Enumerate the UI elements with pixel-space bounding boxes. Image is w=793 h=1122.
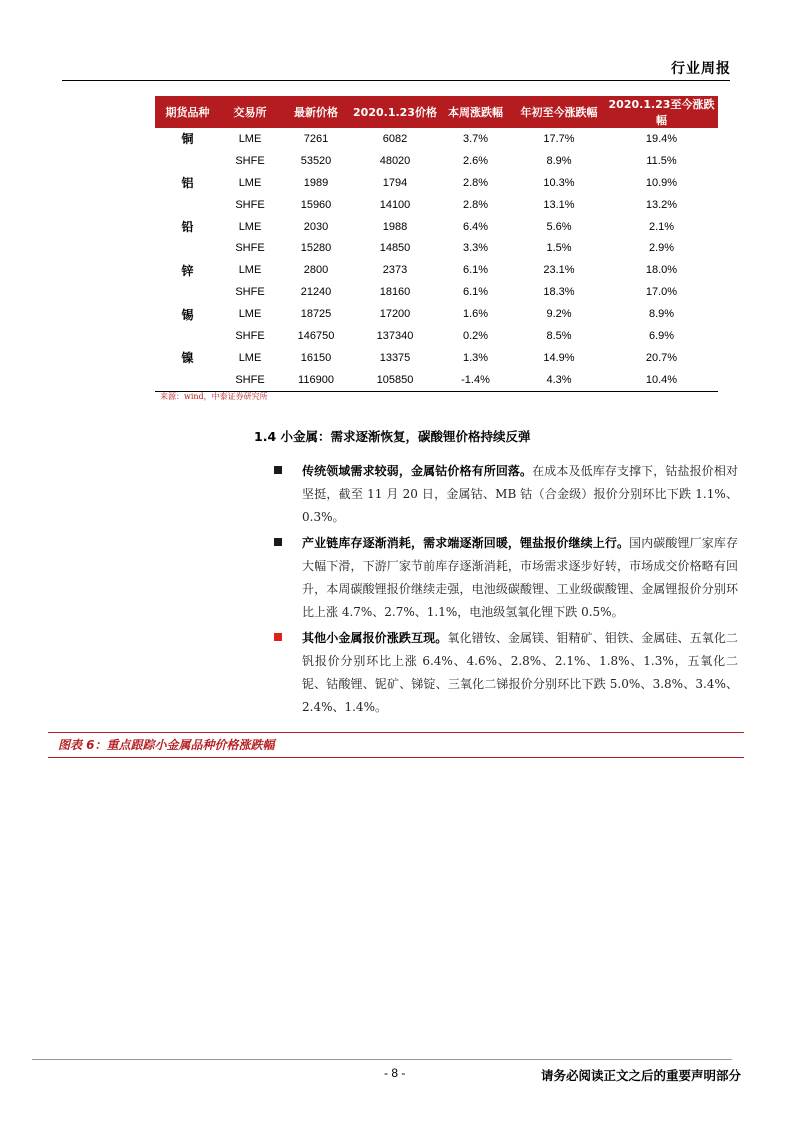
header-cell: 本周涨跌幅 — [438, 96, 513, 128]
ytd-change-cell: 8.5% — [546, 329, 572, 342]
metal-cell: 铅 — [181, 220, 194, 234]
metal-cell: 铜 — [181, 132, 194, 147]
latest-price-cell: 53520 — [300, 154, 332, 167]
since-base-change-cell: 18.0% — [645, 264, 678, 277]
latest-price-cell: 21240 — [300, 286, 332, 299]
base-price-cell: 6082 — [382, 132, 408, 145]
bullet-list — [272, 460, 738, 722]
ytd-change-cell: 14.9% — [543, 351, 575, 364]
base-price-cell: 1988 — [382, 220, 408, 233]
exchange-cell: LME — [238, 176, 262, 189]
base-price-cell: 14100 — [379, 198, 411, 211]
weekly-change-cell: 6.4% — [462, 220, 489, 233]
table-row — [155, 150, 718, 172]
page-number: - 8 - — [384, 1066, 406, 1080]
since-base-change-cell: 8.9% — [648, 308, 675, 321]
exchange-cell: SHFE — [235, 154, 265, 167]
exchange-cell: LME — [238, 264, 262, 277]
weekly-change-cell: 2.8% — [462, 176, 489, 189]
latest-price-cell: 15960 — [300, 198, 332, 211]
since-base-change-cell: 17.0% — [645, 286, 678, 299]
since-base-change-cell: 19.4% — [645, 132, 678, 145]
weekly-change-cell: -1.4% — [438, 369, 513, 391]
since-base-change-cell: 20.7% — [645, 351, 678, 364]
header-cell: 年初至今涨跌幅 — [513, 96, 605, 128]
base-price-cell: 105850 — [352, 369, 438, 391]
latest-price-cell: 146750 — [297, 329, 335, 342]
latest-price-cell: 15280 — [300, 242, 332, 255]
latest-price-cell: 18725 — [300, 308, 332, 321]
list-item — [272, 460, 738, 529]
bullet-body: 氧化镨钕、金属镁、钼精矿、钼铁、金属硅、五氧化二钒报价分别环比上涨 6.4%、4.6%、2.8%、2.1%、1.8%、1.3%，五氧化二铌、钴酸锂、铌矿、锑锭、三氧化二锑报价分别环比下跌 5.0%、3.8%、3.4%、2.4%、1.4%。 — [302, 631, 738, 714]
table-row — [155, 128, 718, 150]
table-source-note: 来源：wind，中泰证券研究所 — [160, 392, 268, 401]
futures-price-table — [155, 96, 718, 392]
table-row — [155, 347, 718, 369]
base-price-cell: 13375 — [379, 351, 411, 364]
table-row — [155, 259, 718, 281]
report-type-title: 行业周报 — [671, 61, 731, 77]
exchange-cell: SHFE — [235, 329, 265, 342]
since-base-change-cell: 11.5% — [646, 154, 677, 167]
ytd-change-cell: 13.1% — [543, 198, 575, 211]
metal-cell — [155, 150, 220, 172]
square-bullet-icon — [274, 538, 282, 546]
metal-cell — [155, 281, 220, 303]
weekly-change-cell: 1.6% — [462, 308, 489, 321]
base-price-cell: 1794 — [382, 176, 408, 189]
exchange-cell: SHFE — [220, 369, 280, 391]
table-row — [155, 281, 718, 303]
exchange-cell: LME — [238, 220, 262, 233]
exchange-cell: SHFE — [235, 242, 265, 255]
table-row — [155, 303, 718, 325]
list-item — [272, 627, 738, 719]
latest-price-cell: 2800 — [303, 264, 329, 277]
ytd-change-cell: 5.6% — [546, 220, 572, 233]
table-row — [155, 325, 718, 347]
metal-cell: 锡 — [181, 307, 194, 322]
figure-caption: 图表 6：重点跟踪小金属品种价格涨跌幅 — [58, 738, 275, 752]
header-cell: 2020.1.23价格 — [352, 96, 438, 128]
latest-price-cell: 116900 — [280, 369, 352, 391]
table-row — [155, 216, 718, 238]
ytd-change-cell: 10.3% — [543, 176, 575, 189]
ytd-change-cell: 9.2% — [546, 308, 572, 321]
bullet-lead: 传统领域需求较弱，金属钴价格有所回落。 — [302, 464, 533, 478]
ytd-change-cell: 23.1% — [543, 264, 575, 277]
ytd-change-cell: 8.9% — [546, 154, 572, 167]
footer-disclaimer: 请务必阅读正文之后的重要声明部分 — [540, 1068, 741, 1083]
header-cell: 2020.1.23至今涨跌幅 — [605, 96, 718, 128]
weekly-change-cell: 3.7% — [462, 132, 489, 145]
square-bullet-icon — [274, 633, 282, 641]
metal-cell: 锌 — [181, 263, 194, 278]
square-bullet-icon — [274, 466, 282, 474]
since-base-change-cell: 2.1% — [648, 220, 675, 233]
base-price-cell: 137340 — [376, 329, 414, 342]
weekly-change-cell: 6.1% — [462, 264, 489, 277]
header-cell: 交易所 — [220, 96, 280, 128]
latest-price-cell: 7261 — [303, 132, 329, 145]
metal-cell: 铝 — [181, 176, 194, 191]
weekly-change-cell: 2.6% — [462, 154, 489, 167]
ytd-change-cell: 1.5% — [546, 242, 572, 255]
bullet-lead: 产业链库存逐渐消耗，需求端逐渐回暖，锂盐报价继续上行。 — [302, 536, 630, 550]
table-row — [155, 369, 718, 391]
base-price-cell: 2373 — [382, 264, 408, 277]
latest-price-cell: 1989 — [303, 176, 329, 189]
header-cell: 期货品种 — [155, 96, 220, 128]
since-base-change-cell: 10.9% — [645, 176, 678, 189]
weekly-change-cell: 6.1% — [462, 286, 489, 299]
exchange-cell: LME — [238, 132, 262, 145]
table-row — [155, 172, 718, 194]
metal-cell — [155, 237, 220, 259]
table-row — [155, 194, 718, 216]
header-cell: 最新价格 — [280, 96, 352, 128]
exchange-cell: SHFE — [235, 286, 265, 299]
list-item — [272, 532, 738, 624]
figure-caption-rule-bottom — [48, 757, 744, 758]
base-price-cell: 14850 — [379, 242, 411, 255]
base-price-cell: 17200 — [379, 308, 411, 321]
bullet-lead: 其他小金属报价涨跌互现。 — [302, 631, 448, 645]
header-divider — [62, 80, 730, 81]
section-heading: 1.4 小金属：需求逐渐恢复，碳酸锂价格持续反弹 — [254, 429, 531, 444]
weekly-change-cell: 2.8% — [462, 198, 489, 211]
bullet-body: 在成本及低库存支撑下，钴盐报价相对坚挺，截至 11 月 20 日，金属钴、MB 钴（合金级）报价分别环比下跌 1.1%、0.3%。 — [302, 464, 738, 524]
exchange-cell: LME — [238, 351, 262, 364]
bullet-body: 国内碳酸锂厂家库存大幅下滑，下游厂家节前库存逐渐消耗，市场需求逐步好转，市场成交价格略有回升，本周碳酸锂报价继续走强，电池级碳酸锂、工业级碳酸锂、金属锂报价分别环比上涨 4.7%、2.7%、1.1%，电池级氢氧化锂下跌 0.5%。 — [302, 536, 738, 619]
exchange-cell: SHFE — [235, 198, 265, 211]
latest-price-cell: 16150 — [300, 351, 332, 364]
since-base-change-cell: 6.9% — [648, 329, 675, 342]
weekly-change-cell: 0.2% — [462, 329, 489, 342]
base-price-cell: 18160 — [379, 286, 411, 299]
latest-price-cell: 2030 — [303, 220, 329, 233]
base-price-cell: 48020 — [379, 154, 411, 167]
exchange-cell: LME — [238, 308, 262, 321]
weekly-change-cell: 3.3% — [462, 242, 489, 255]
weekly-change-cell: 1.3% — [462, 351, 489, 364]
metal-cell: 镍 — [181, 351, 194, 366]
metal-cell — [155, 369, 220, 391]
ytd-change-cell: 4.3% — [513, 369, 605, 391]
table-header-row — [155, 96, 718, 128]
table-row — [155, 237, 718, 259]
since-base-change-cell: 10.4% — [605, 369, 718, 391]
since-base-change-cell: 13.2% — [645, 198, 678, 211]
metal-cell — [155, 325, 220, 347]
footer-divider — [32, 1059, 732, 1060]
metal-cell — [155, 194, 220, 216]
ytd-change-cell: 18.3% — [543, 286, 575, 299]
figure-caption-rule-top — [48, 732, 744, 733]
ytd-change-cell: 17.7% — [543, 132, 575, 145]
since-base-change-cell: 2.9% — [648, 242, 675, 255]
